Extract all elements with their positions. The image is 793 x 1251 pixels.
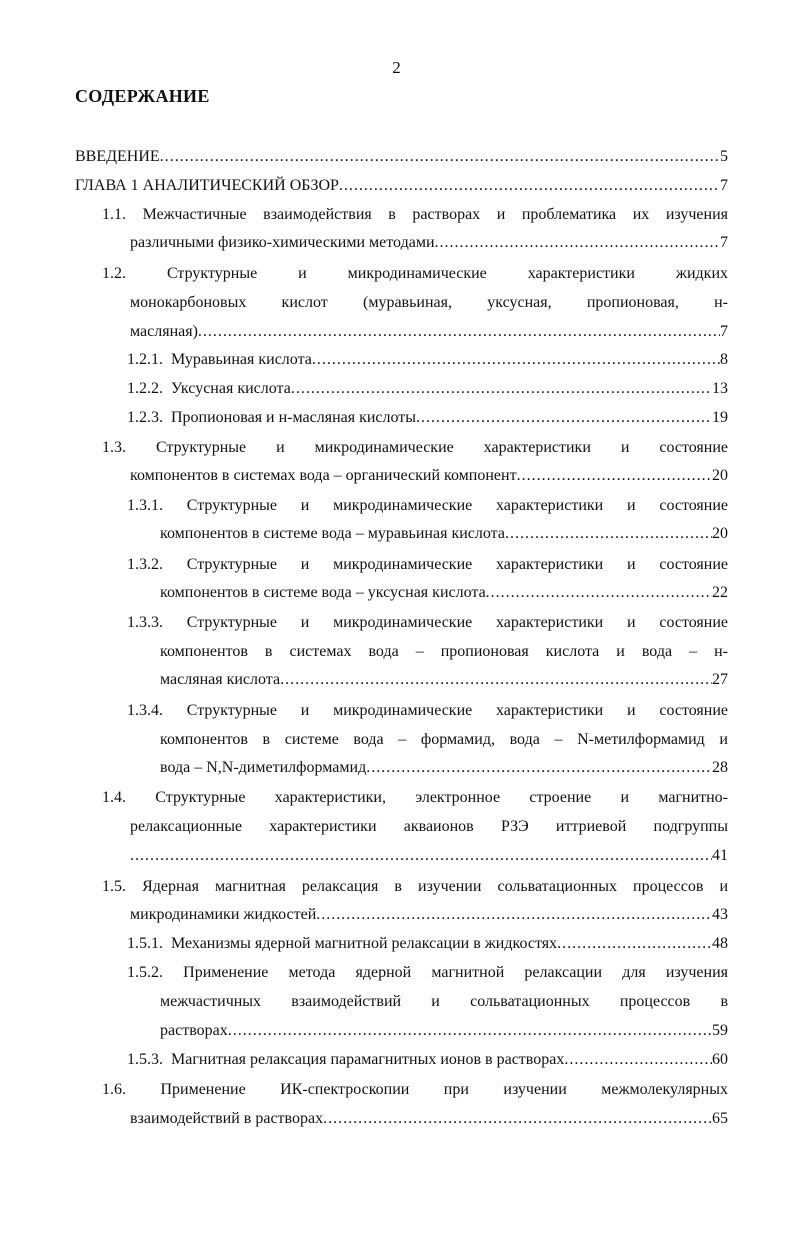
entry-title-line: Применение метода ядерной магнитной релаксации для изучения — [183, 964, 729, 981]
toc-entry-1-5-3 — [127, 1050, 728, 1070]
entry-page: 28 — [712, 759, 728, 776]
entry-page: 27 — [712, 671, 728, 688]
entry-title: Магнитная релаксация парамагнитных ионов в растворах — [171, 1051, 565, 1068]
entry-number: 1.3. — [102, 439, 126, 456]
entry-title: Муравьиная кислота — [171, 351, 312, 368]
toc-entry-chapter-1 — [75, 176, 728, 196]
entry-number: 1.2.3. — [127, 409, 163, 426]
entry-title-line: Структурные характеристики, электронное строение и магнитно- — [155, 789, 729, 806]
entry-title-line: Межчастичные взаимодействия в растворах и проблематика их изучения — [142, 206, 728, 223]
page-number: 2 — [392, 58, 401, 77]
entry-number: 1.2. — [102, 265, 126, 282]
entry-page: 20 — [712, 525, 728, 542]
entry-number: 1.2.2. — [127, 380, 163, 397]
entry-number: 1.5.2. — [127, 964, 163, 981]
toc-entry-1-5-1 — [127, 934, 728, 954]
entry-title-line: Применение ИК-спектроскопии при изучении межмолекулярных — [160, 1081, 728, 1098]
entry-title: Механизмы ядерной магнитной релаксации в жидкостях — [171, 935, 558, 952]
entry-title-line: Структурные и микродинамические характеристики и состояние — [186, 702, 729, 719]
entry-number: 1.3.2. — [127, 556, 163, 573]
entry-title: ГЛАВА 1 АНАЛИТИЧЕСКИЙ ОБЗОР — [75, 177, 339, 194]
entry-page: 41 — [712, 847, 728, 864]
entry-number: 1.5.3. — [127, 1051, 163, 1068]
toc-entry-1-2-3 — [127, 408, 728, 428]
entry-page: 13 — [712, 380, 728, 397]
entry-number: 1.5. — [102, 878, 126, 895]
entry-number: 1.2.1. — [127, 351, 163, 368]
entry-title-last: компонентов в системе вода – уксусная кислота — [160, 584, 486, 601]
entry-page: 7 — [720, 323, 728, 340]
entry-number: 1.5.1. — [127, 935, 163, 952]
entry-title-line: Структурные и микродинамические характеристики и состояние — [186, 614, 729, 631]
entry-page: 59 — [712, 1022, 728, 1039]
entry-page: 7 — [720, 234, 728, 251]
toc-entry-1-2-1 — [127, 350, 728, 370]
entry-number: 1.4. — [102, 789, 126, 806]
entry-title-last: масляная кислота — [160, 671, 281, 688]
entry-number: 1.3.4. — [127, 702, 163, 719]
entry-title-line: компонентов в системе вода – формамид, вода – N-метилформамид и — [160, 731, 728, 748]
entry-title-line: монокарбоновых кислот (муравьиная, уксусная, пропионовая, н- — [130, 294, 728, 311]
entry-page: 60 — [712, 1051, 728, 1068]
entry-title-last: компонентов в системах вода – органический компонент — [130, 467, 517, 484]
entry-title-line: Структурные и микродинамические характеристики и состояние — [155, 439, 729, 456]
entry-page: 43 — [712, 906, 728, 923]
entry-number: 1.6. — [102, 1081, 126, 1098]
entry-title: ВВЕДЕНИЕ — [75, 148, 160, 165]
toc-title: СОДЕРЖАНИЕ — [75, 86, 210, 106]
entry-page: 5 — [720, 148, 728, 165]
entry-title-line: компонентов в системах вода – пропионовая кислота и вода – н- — [160, 643, 728, 660]
entry-page: 22 — [712, 584, 728, 601]
entry-title-line: Структурные и микродинамические характеристики и состояние — [186, 556, 729, 573]
entry-title-last: вода – N,N-диметилформамид — [160, 759, 367, 776]
entry-title-last: масляная) — [130, 323, 198, 340]
entry-title-line: Ядерная магнитная релаксация в изучении сольватационных процессов и — [142, 878, 729, 895]
entry-title-last: растворах — [160, 1022, 228, 1039]
entry-title-line: релаксационные характеристики акваионов РЗЭ иттриевой подгруппы — [130, 818, 728, 835]
entry-page: 8 — [720, 351, 728, 368]
entry-page: 65 — [712, 1110, 728, 1127]
entry-page: 48 — [712, 935, 728, 952]
entry-number: 1.1. — [102, 206, 126, 223]
entry-page: 7 — [720, 177, 728, 194]
entry-page: 19 — [712, 409, 728, 426]
entry-title-last: взаимодействий в растворах — [130, 1110, 324, 1127]
toc-entry-1-2-2 — [127, 379, 728, 399]
entry-number: 1.3.3. — [127, 614, 163, 631]
entry-number: 1.3.1. — [127, 497, 163, 514]
entry-title: Уксусная кислота — [171, 380, 291, 397]
entry-title-line: межчастичных взаимодействий и сольватационных процессов в — [160, 993, 728, 1010]
entry-title-last: микродинамики жидкостей — [130, 906, 317, 923]
entry-title-line: Структурные и микродинамические характеристики и состояние — [186, 497, 729, 514]
toc-entry-introduction — [75, 147, 728, 167]
entry-title-last: компонентов в системе вода – муравьиная кислота — [160, 525, 505, 542]
entry-title-last: различными физико-химическими методами — [130, 234, 435, 251]
entry-title: Пропионовая и н-масляная кислоты — [171, 409, 417, 426]
entry-page: 20 — [712, 467, 728, 484]
entry-title-line: Структурные и микродинамические характеристики жидких — [166, 265, 729, 282]
